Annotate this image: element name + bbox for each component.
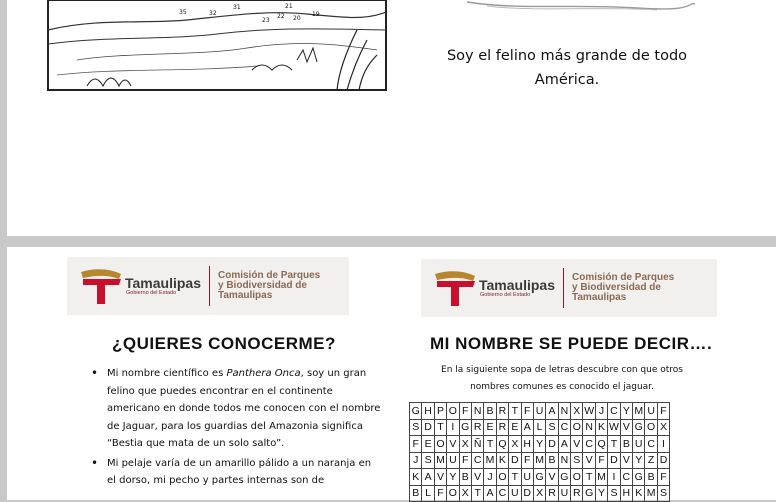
word-search-cell[interactable]: Y — [533, 436, 545, 453]
brand-name: Tamaulipas — [125, 275, 201, 291]
word-search-cell[interactable]: D — [657, 452, 669, 469]
dot-number: 21 — [285, 3, 293, 10]
word-search-cell[interactable]: A — [484, 485, 496, 502]
word-search-cell[interactable]: O — [447, 403, 459, 420]
word-search-cell[interactable]: G — [558, 469, 570, 486]
divider — [563, 268, 564, 308]
section-heading-nombre: MI NOMBRE SE PUEDE DECIR…. — [430, 334, 713, 353]
scientific-name: Panthera Onca — [226, 368, 301, 379]
word-search-cell[interactable]: K — [633, 485, 645, 502]
word-search-cell[interactable]: K — [496, 452, 508, 469]
word-search-cell[interactable]: G — [633, 469, 645, 486]
list-item: • Mi pelaje varía de un amarillo pálido a un naranja en el dorso, mi pecho y partes internas son de — [91, 455, 381, 490]
word-search-cell[interactable]: X — [533, 485, 545, 502]
word-search-cell[interactable]: X — [459, 436, 471, 453]
word-search-cell[interactable]: N — [583, 419, 595, 436]
word-search-cell[interactable]: Y — [620, 403, 632, 420]
jaguar-caption: Soy el felino más grande de todo América. — [446, 48, 688, 88]
word-search-cell[interactable]: O — [571, 419, 583, 436]
tamaulipas-banner — [421, 259, 717, 317]
word-search-cell[interactable]: Y — [633, 452, 645, 469]
word-search-cell[interactable]: S — [608, 485, 620, 502]
word-search-cell[interactable]: A — [521, 419, 533, 436]
word-search-cell[interactable]: H — [422, 403, 434, 420]
word-search-cell[interactable]: E — [509, 419, 521, 436]
word-search-cell[interactable]: V — [546, 469, 558, 486]
brand-subtitle: Gobierno del Estado — [126, 290, 177, 296]
word-search-cell[interactable]: S — [422, 452, 434, 469]
word-search-cell[interactable]: X — [509, 436, 521, 453]
word-search-cell[interactable]: C — [645, 436, 657, 453]
word-search-cell[interactable]: S — [546, 419, 558, 436]
word-search-cell[interactable]: R — [471, 419, 483, 436]
word-search-cell[interactable]: A — [558, 436, 570, 453]
word-search-cell[interactable]: W — [608, 419, 620, 436]
word-search-cell[interactable]: X — [657, 419, 669, 436]
word-search-cell[interactable]: E — [484, 419, 496, 436]
word-search-cell[interactable]: C — [583, 436, 595, 453]
word-search-cell[interactable]: T — [434, 419, 446, 436]
word-search-cell[interactable]: Y — [595, 485, 607, 502]
word-search-cell[interactable]: G — [410, 403, 422, 420]
word-search-cell[interactable]: F — [657, 469, 669, 486]
tamaulipas-logo-icon — [433, 268, 477, 308]
word-search-cell[interactable]: D — [509, 452, 521, 469]
word-search-cell[interactable]: B — [410, 485, 422, 502]
word-search-row — [410, 452, 670, 469]
word-search-cell[interactable]: Q — [595, 436, 607, 453]
word-search-cell[interactable]: O — [571, 469, 583, 486]
word-search-cell[interactable]: C — [608, 403, 620, 420]
word-search-cell[interactable]: F — [410, 436, 422, 453]
word-search-cell[interactable]: F — [459, 403, 471, 420]
word-search-cell[interactable]: A — [422, 469, 434, 486]
word-search-cell[interactable]: R — [496, 419, 508, 436]
word-search-cell[interactable]: F — [459, 452, 471, 469]
word-search-cell[interactable]: G — [459, 419, 471, 436]
word-search-cell[interactable]: B — [620, 436, 632, 453]
word-search-cell[interactable]: R — [571, 485, 583, 502]
word-search-cell[interactable]: E — [422, 436, 434, 453]
tamaulipas-banner — [67, 257, 349, 315]
section-heading-conoceme: ¿QUIERES CONOCERME? — [112, 334, 336, 353]
word-search-cell[interactable]: V — [447, 436, 459, 453]
word-search-cell[interactable]: M — [595, 469, 607, 486]
dot-number: 20 — [293, 15, 301, 22]
word-search-cell[interactable]: X — [571, 403, 583, 420]
word-search-cell[interactable]: D — [546, 436, 558, 453]
word-search-cell[interactable]: A — [546, 403, 558, 420]
word-search-cell[interactable]: I — [657, 436, 669, 453]
word-search-cell[interactable]: T — [509, 469, 521, 486]
word-search-grid — [409, 402, 670, 502]
word-search-cell[interactable]: S — [410, 419, 422, 436]
word-search-cell[interactable]: F — [434, 485, 446, 502]
word-search-cell[interactable]: W — [583, 403, 595, 420]
dot-number: 32 — [209, 10, 217, 17]
word-search-cell[interactable]: H — [521, 436, 533, 453]
word-search-cell[interactable]: U — [533, 403, 545, 420]
word-search-cell[interactable]: P — [434, 403, 446, 420]
word-search-cell[interactable]: U — [509, 485, 521, 502]
word-search-row — [410, 469, 670, 486]
bottom-page — [7, 247, 776, 500]
dot-number: 19 — [312, 11, 320, 18]
commission-name: Comisión de Parques y Biodiversidad de Tamaulipas — [572, 272, 675, 303]
word-search-cell[interactable]: V — [434, 469, 446, 486]
tamaulipas-logo-icon — [79, 266, 123, 306]
dot-number: 31 — [233, 4, 241, 11]
word-search-cell[interactable]: V — [471, 469, 483, 486]
word-search-cell[interactable]: K — [410, 469, 422, 486]
top-page — [7, 0, 776, 236]
dot-number: 35 — [179, 9, 187, 16]
word-search-cell[interactable]: O — [434, 436, 446, 453]
word-search-cell[interactable]: O — [645, 419, 657, 436]
word-search-cell[interactable]: O — [447, 485, 459, 502]
word-search-row — [410, 485, 670, 502]
word-search-cell[interactable]: Ñ — [471, 436, 483, 453]
word-search-cell[interactable]: T — [484, 436, 496, 453]
word-search-cell[interactable]: V — [583, 452, 595, 469]
word-search-cell[interactable]: L — [422, 485, 434, 502]
word-search-cell[interactable]: D — [521, 485, 533, 502]
word-search-cell[interactable]: Z — [645, 452, 657, 469]
word-search-cell[interactable]: C — [620, 469, 632, 486]
word-search-cell[interactable]: F — [657, 403, 669, 420]
word-search-cell[interactable]: V — [620, 419, 632, 436]
word-search-cell[interactable]: Q — [496, 436, 508, 453]
word-search-cell[interactable]: X — [459, 485, 471, 502]
word-search-cell[interactable]: N — [471, 403, 483, 420]
word-search-cell[interactable]: C — [471, 452, 483, 469]
word-search-cell[interactable]: M — [633, 403, 645, 420]
word-search-cell[interactable]: T — [471, 485, 483, 502]
word-search-cell[interactable]: V — [571, 436, 583, 453]
word-search-cell[interactable]: S — [657, 485, 669, 502]
word-search-cell[interactable]: U — [633, 436, 645, 453]
word-search-cell[interactable]: R — [546, 485, 558, 502]
word-search-cell[interactable]: O — [496, 469, 508, 486]
word-search-cell[interactable]: T — [583, 469, 595, 486]
word-search-cell[interactable]: J — [410, 452, 422, 469]
divider — [209, 266, 210, 306]
word-search-cell[interactable]: U — [645, 403, 657, 420]
word-search-cell[interactable]: U — [558, 485, 570, 502]
word-search-cell[interactable]: D — [422, 419, 434, 436]
dot-number: 23 — [262, 17, 270, 24]
word-search-cell[interactable]: N — [558, 452, 570, 469]
word-search-cell[interactable]: B — [459, 469, 471, 486]
word-search-cell[interactable]: T — [509, 403, 521, 420]
word-search-cell[interactable]: M — [645, 485, 657, 502]
word-search-cell[interactable]: K — [595, 419, 607, 436]
commission-name: Comisión de Parques y Biodiversidad de Tamaulipas — [218, 270, 321, 301]
list-item: • Mi nombre científico es Panthera Onca, soy un gran felino que puedes encontrar en el continente americano en donde todos me conocen con el nombre de Jaguar, para los guardias del Amazonia significa “Bestia que mata de un solo salto”. — [91, 365, 381, 453]
word-search-cell[interactable]: T — [608, 436, 620, 453]
word-search-cell[interactable]: F — [595, 452, 607, 469]
word-search-cell[interactable]: B — [546, 452, 558, 469]
word-search-cell[interactable]: J — [484, 469, 496, 486]
word-search-cell[interactable]: M — [484, 452, 496, 469]
word-search-cell[interactable]: U — [521, 469, 533, 486]
word-search-cell[interactable]: C — [558, 419, 570, 436]
word-search-cell[interactable]: M — [434, 452, 446, 469]
word-search-cell[interactable]: V — [620, 452, 632, 469]
word-search-row — [410, 419, 670, 436]
word-search-instructions: En la siguiente sopa de letras descubre con que otros nombres comunes es conocido el jaguar. — [441, 365, 683, 392]
word-search-cell[interactable]: R — [496, 403, 508, 420]
brand-subtitle: Gobierno del Estado — [480, 292, 531, 298]
word-search-cell[interactable]: J — [595, 403, 607, 420]
word-search-row — [410, 403, 670, 420]
word-search-cell[interactable]: L — [533, 419, 545, 436]
word-search-cell[interactable]: U — [447, 452, 459, 469]
jaguar-sketch-fragment — [457, 0, 697, 12]
word-search-cell[interactable]: Y — [447, 469, 459, 486]
word-search-cell[interactable]: G — [633, 419, 645, 436]
facts-list — [91, 365, 381, 492]
word-search-cell[interactable]: S — [571, 452, 583, 469]
word-search-cell[interactable]: G — [583, 485, 595, 502]
word-search-row — [410, 436, 670, 453]
word-search-cell[interactable]: D — [608, 452, 620, 469]
brand-name: Tamaulipas — [479, 277, 555, 293]
word-search-cell[interactable]: F — [521, 403, 533, 420]
dot-number: 22 — [277, 13, 285, 20]
word-search-cell[interactable]: B — [484, 403, 496, 420]
word-search-cell[interactable]: I — [608, 469, 620, 486]
word-search-cell[interactable]: I — [447, 419, 459, 436]
connect-the-dots-illustration — [47, 0, 387, 92]
word-search-cell[interactable]: G — [533, 469, 545, 486]
word-search-cell[interactable]: M — [533, 452, 545, 469]
word-search-cell[interactable]: F — [521, 452, 533, 469]
word-search-cell[interactable]: H — [620, 485, 632, 502]
word-search-cell[interactable]: B — [645, 469, 657, 486]
word-search-cell[interactable]: N — [558, 403, 570, 420]
word-search-cell[interactable]: C — [496, 485, 508, 502]
